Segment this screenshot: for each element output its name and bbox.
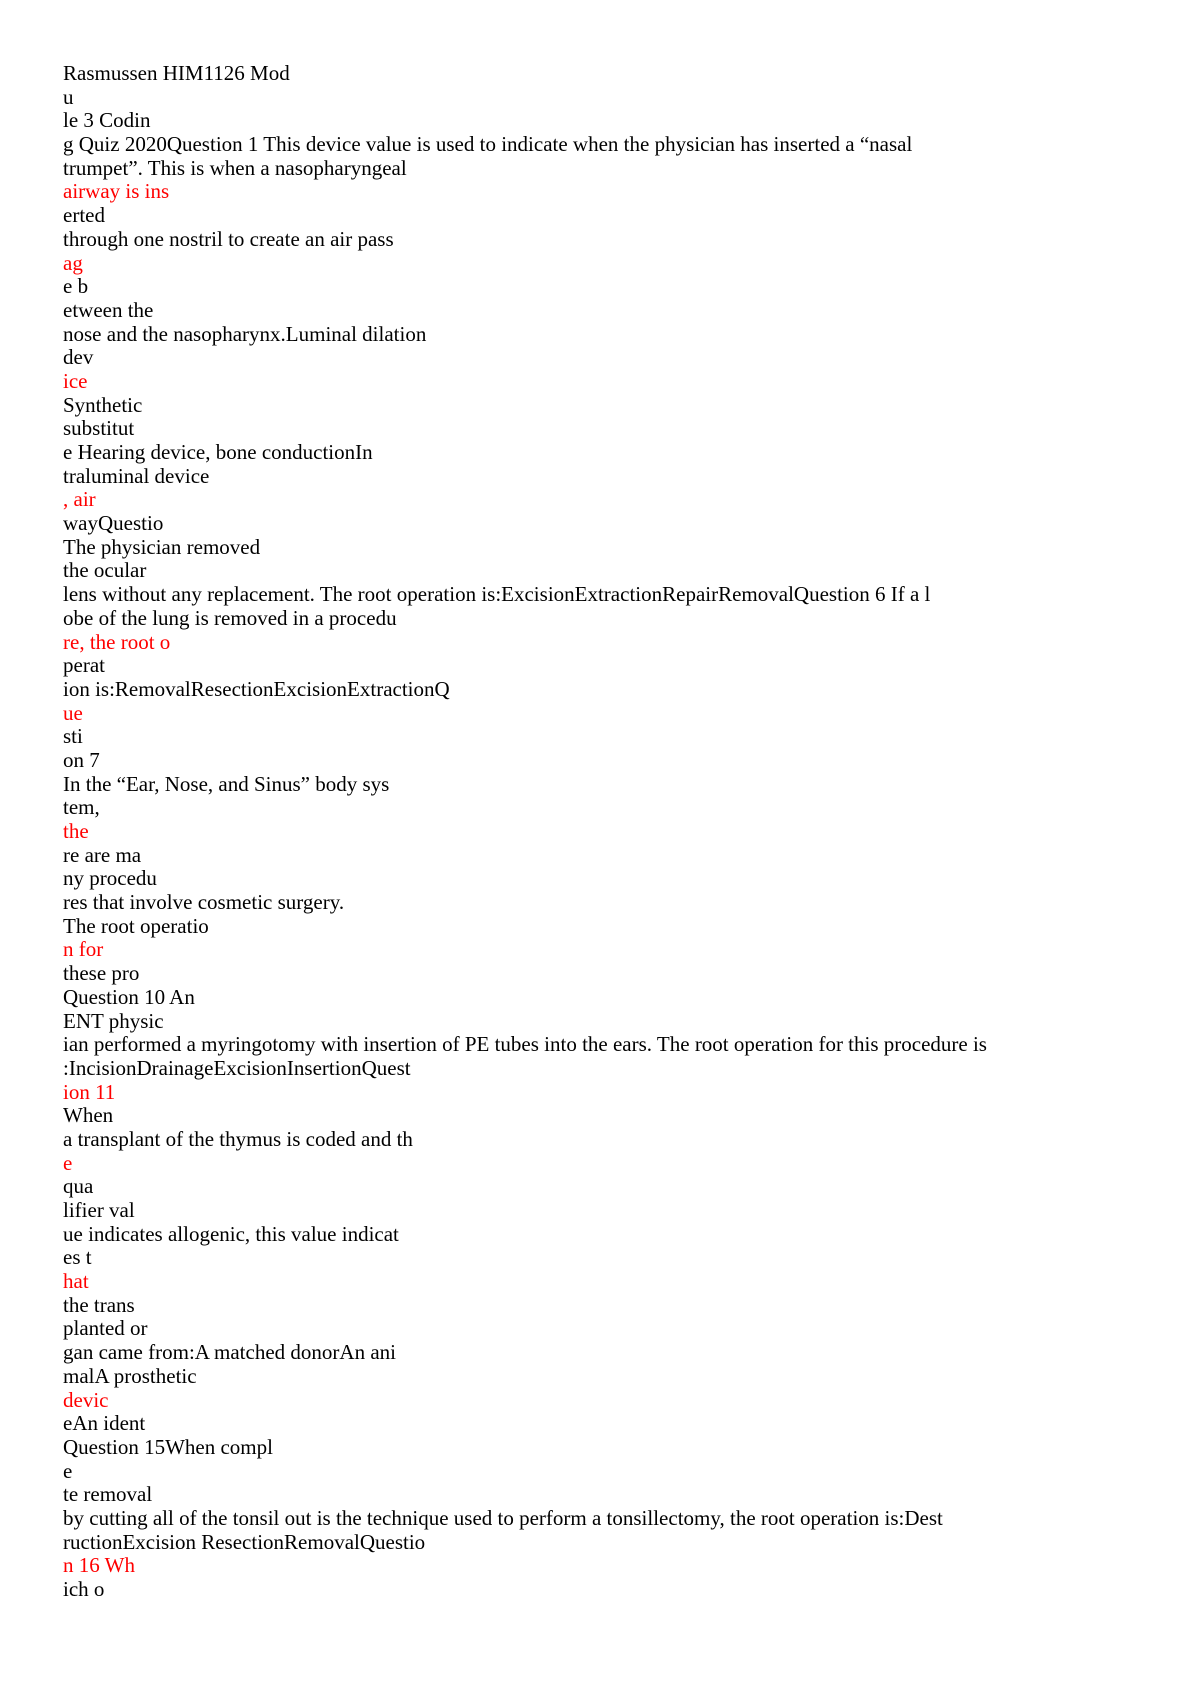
text-line: through one nostril to create an air pass [63,226,394,251]
text-line: trumpet”. This is when a nasopharyngeal [63,155,407,180]
text-line: eAn ident [63,1411,146,1436]
text-line: e Hearing device, bone conductionIn [63,440,373,464]
text-line: gan came from:A matched donorAn ani [63,1340,396,1365]
text-line: ich o [63,1577,105,1601]
text-line: The root operatio [63,913,209,938]
text-line: es t [63,1245,92,1270]
text-line: devic [63,1387,109,1412]
text-line: the ocular [63,558,147,583]
text-line: ice [63,368,88,393]
text-line: When [63,1103,114,1128]
text-line: lens without any replacement. The root operation is:ExcisionExtractionRepairRemovalQuestion 6 If a l [63,582,931,607]
text-line: ue [63,700,83,725]
text-line: the [63,819,89,843]
text-line: Question 10 An [63,984,195,1009]
text-line: le 3 Codin [63,108,151,133]
text-line: ny procedu [63,866,157,891]
text-line: , air [63,487,96,512]
text-line: these pro [63,961,140,986]
text-line: ue indicates allogenic, this value indicat [63,1221,399,1246]
text-line: In the “Ear, Nose, and Sinus” body sys [63,771,390,796]
text-line: ion is:RemovalResectionExcisionExtractionQ [63,676,450,701]
text-line: the trans [63,1292,135,1317]
text-line: n 16 Wh [63,1553,135,1578]
text-line: wayQuestio [63,511,164,536]
text-line: Question 15When compl [63,1434,273,1459]
text-line: sti [63,724,83,749]
text-line: etween the [63,297,154,322]
text-line: ion 11 [63,1079,116,1104]
text-line: ructionExcision ResectionRemovalQuestio [63,1529,426,1554]
text-line: Rasmussen HIM1126 Mod [63,61,290,85]
text-line: e b [63,274,89,299]
text-line: n for [63,937,104,962]
text-line: ENT physic [63,1008,164,1033]
text-line: traluminal device [63,463,210,488]
text-line: erted [63,203,105,228]
text-line: tem, [63,795,100,820]
text-line: hat [63,1269,89,1294]
text-line: planted or [63,1316,148,1341]
document-text [63,62,1183,1602]
text-line: The physician removed [63,534,261,559]
text-line: lifier val [63,1198,135,1222]
text-line: re are ma [63,842,142,867]
text-line: te removal [63,1482,153,1507]
text-line: ian performed a myringotomy with insertion of PE tubes into the ears. The root operation for this procedure is [63,1032,987,1057]
text-line: Synthetic [63,392,143,417]
text-line: e [63,1458,73,1483]
text-line: res that involve cosmetic surgery. [63,890,345,915]
text-line: ag [63,250,83,275]
text-line: nose and the nasopharynx.Luminal dilation [63,321,427,346]
text-line: perat [63,653,105,678]
text-line: g Quiz 2020Question 1 This device value is used to indicate when the physician has inserted a “nasal [63,132,913,157]
text-line: qua [63,1174,94,1199]
text-line: u [63,84,74,109]
text-line: on 7 [63,747,100,772]
text-line: re, the root o [63,629,171,654]
text-line: obe of the lung is removed in a procedu [63,605,397,630]
text-line: by cutting all of the tonsil out is the technique used to perform a tonsillectomy, the root operation is:Dest [63,1505,943,1530]
text-line: dev [63,345,94,370]
text-line: e [63,1150,73,1175]
text-line: substitut [63,416,135,441]
text-line: airway is ins [63,179,170,204]
text-line: malA prosthetic [63,1363,197,1388]
text-line: :IncisionDrainageExcisionInsertionQuest [63,1055,411,1080]
text-line: a transplant of the thymus is coded and th [63,1126,413,1151]
